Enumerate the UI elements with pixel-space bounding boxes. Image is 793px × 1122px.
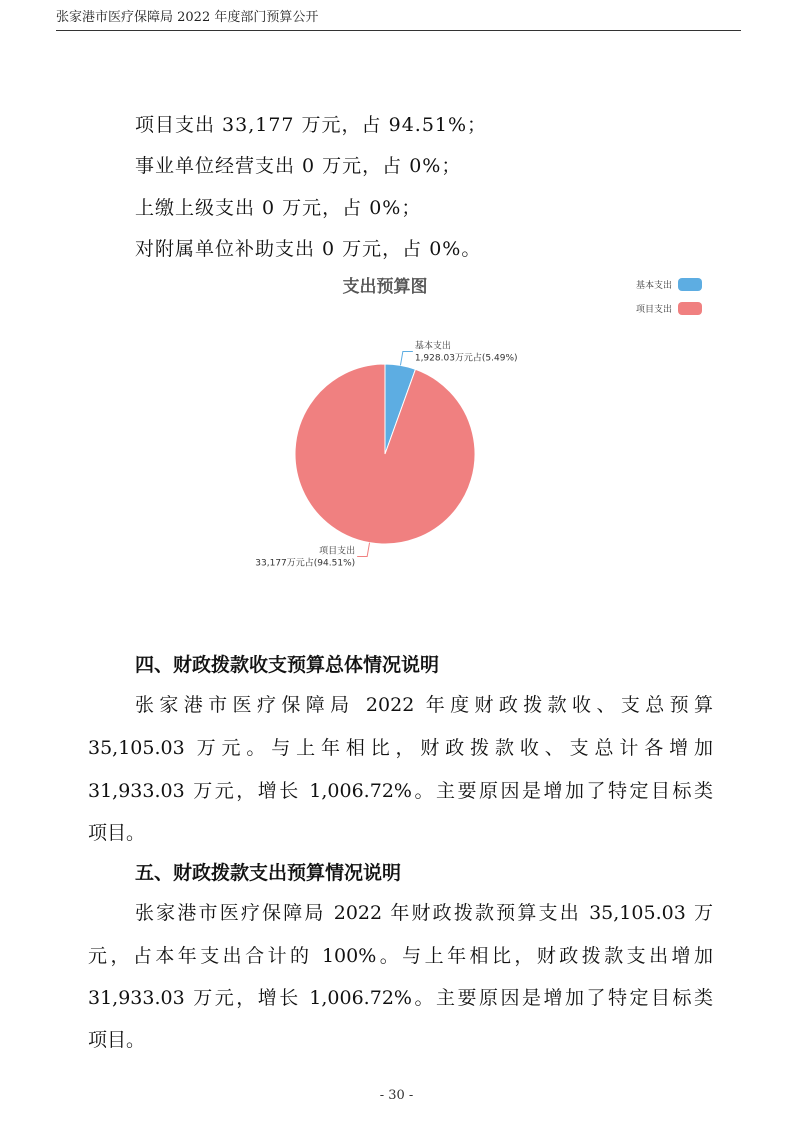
pie-label-detail-1: 1,928.03万元占(5.49%) [414, 353, 518, 364]
section4-line-1: 张家港市医疗保障局 2022 年度财政拨款收、支总预算 [135, 694, 713, 716]
pie-leader-line-1 [400, 352, 412, 366]
intro-line-project-expense: 项目支出 33,177 万元，占 94.51%； [135, 114, 488, 136]
pie-leader-line-2 [357, 543, 369, 557]
chart-title: 支出预算图 [342, 277, 428, 297]
legend-swatch-2 [678, 302, 702, 315]
section5-line-4: 项目。 [88, 1029, 146, 1051]
legend-label-1: 基本支出 [635, 281, 672, 291]
section5-line-2: 元，占本年支出合计的 100%。与上年相比，财政拨款支出增加 [88, 945, 713, 967]
section5-line-3: 31,933.03 万元，增长 1,006.72%。主要原因是增加了特定目标类 [88, 987, 713, 1009]
intro-line-subsidy-expense: 对附属单位补助支出 0 万元，占 0%。 [135, 238, 482, 260]
page-header: 张家港市医疗保障局 2022 年度部门预算公开 [56, 6, 741, 31]
pie-label-name-2: 项目支出 [319, 546, 356, 557]
page-number: - 30 - [379, 1088, 414, 1103]
section5-title: 五、财政拨款支出预算情况说明 [135, 862, 402, 884]
section4-line-4: 项目。 [88, 822, 146, 844]
intro-line-business-expense: 事业单位经营支出 0 万元，占 0%； [135, 155, 462, 177]
intro-line-upper-level-expense: 上缴上级支出 0 万元，占 0%； [135, 197, 422, 219]
section4-title: 四、财政拨款收支预算总体情况说明 [135, 654, 440, 676]
expense-pie-chart [0, 262, 793, 582]
section4-line-3: 31,933.03 万元，增长 1,006.72%。主要原因是增加了特定目标类 [88, 780, 713, 802]
legend-swatch-1 [678, 278, 702, 291]
pie-label-name-1: 基本支出 [414, 341, 451, 352]
chart-legend [636, 278, 702, 315]
pie-slices [295, 364, 475, 544]
section4-line-2: 35,105.03 万元。与上年相比，财政拨款收、支总计各增加 [88, 737, 713, 759]
pie-slice-2 [295, 364, 475, 544]
section5-line-1: 张家港市医疗保障局 2022 年财政拨款预算支出 35,105.03 万 [135, 902, 713, 924]
pie-label-detail-2: 33,177万元占(94.51%) [255, 558, 356, 569]
legend-label-2: 项目支出 [635, 305, 672, 315]
